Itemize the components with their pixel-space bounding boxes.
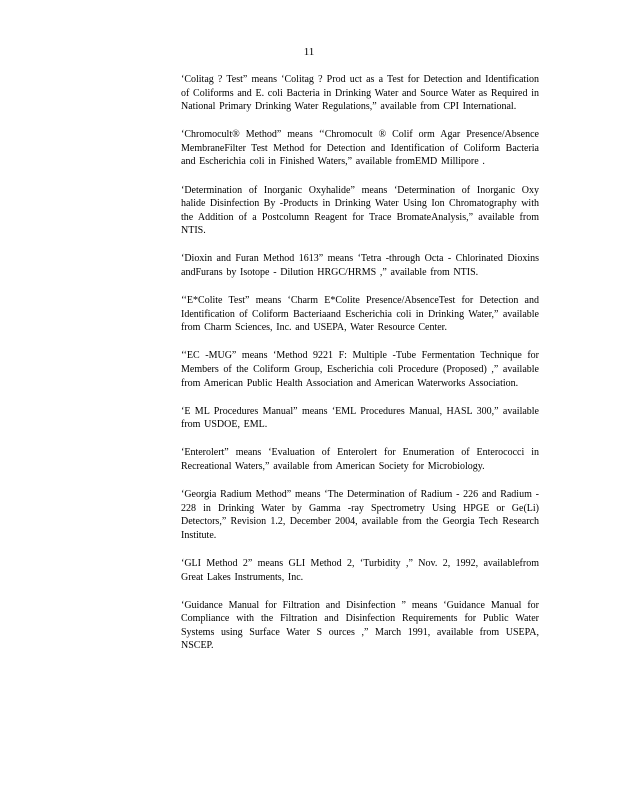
definition-gli-method-2: ‘GLI Method 2” means GLI Method 2, ‘Turbidity ,” Nov. 2, 1992, availablefrom Great Lakes Instruments, Inc.: [181, 557, 539, 583]
page-number: 11: [303, 46, 315, 58]
definition-georgia-radium-method: ‘Georgia Radium Method” means ‘The Determination of Radium - 226 and Radium - 228 in Drinking Water by Gamma -ray Spectrometry Using HPGE or Ge(Li) Detectors,” Revision 1.2, December 2004, available from the Georgia Tech Research Institute.: [181, 489, 539, 541]
definitions-list: [181, 73, 539, 668]
definition-dioxin-furan-method: ‘Dioxin and Furan Method 1613” means ‘Tetra -through Octa - Chlorinated Dioxins andFurans by Isotope - Dilution HRGC/HRMS ,” available from NTIS.: [181, 253, 539, 279]
definition-ec-mug: ‘‘EC -MUG” means ‘Method 9221 F: Multiple -Tube Fermentation Technique for Members of the Coliform Group, Escherichia coli Procedure (Proposed) ,” available from American Public Health Association and American Waterworks Association.: [181, 350, 539, 389]
definition-enterolert: ‘Enterolert” means ‘Evaluation of Enterolert for Enumeration of Enterococci in Recreational Waters,” available from American Society for Microbiology.: [181, 447, 539, 472]
definition-eml-procedures-manual: ‘E ML Procedures Manual” means ‘EML Procedures Manual, HASL 300,” available from USDOE, EML.: [181, 405, 539, 431]
definition-determination-inorganic-oxyhalide: ‘Determination of Inorganic Oxyhalide” means ‘Determination of Inorganic Oxy halide Disinfection By -Products in Drinking Water Using Ion Chromatography with the Addition of a Postcolumn Reagent for Trace BromateAnalysis,” available from NTIS.: [181, 184, 539, 237]
definition-ecolite-test: ‘‘E*Colite Test” means ‘Charm E*Colite Presence/AbsenceTest for Detection and Identification of Coliform Bacteriaand Escherichia coli in Drinking Water,” available from Charm Sciences, Inc. and USEPA, Water Resource Center.: [181, 295, 539, 334]
definition-guidance-manual-filtration: ‘Guidance Manual for Filtration and Disinfection ” means ‘Guidance Manual for Compliance with the Filtration and Disinfection Requirements for Public Water Systems using Surface Water S ources ,” March 1991, available from USEPA, NSCEP.: [181, 599, 539, 652]
definition-chromocult-method: ‘Chromocult® Method” means ‘‘Chromocult ® Colif orm Agar Presence/Absence MembraneFilter Test Method for Detection and Identification of Coliform Bacteria and Escherichia coli in Finished Waters,” available fromEMD Millipore .: [181, 129, 539, 168]
definition-colitag-test: ‘Colitag ? Test” means ‘Colitag ? Prod uct as a Test for Detection and Identification of Coliforms and E. coli Bacteria in Drinking Water and Source Water as Required in National Primary Drinking Water Regulations,” available from CPI International.: [181, 74, 539, 113]
